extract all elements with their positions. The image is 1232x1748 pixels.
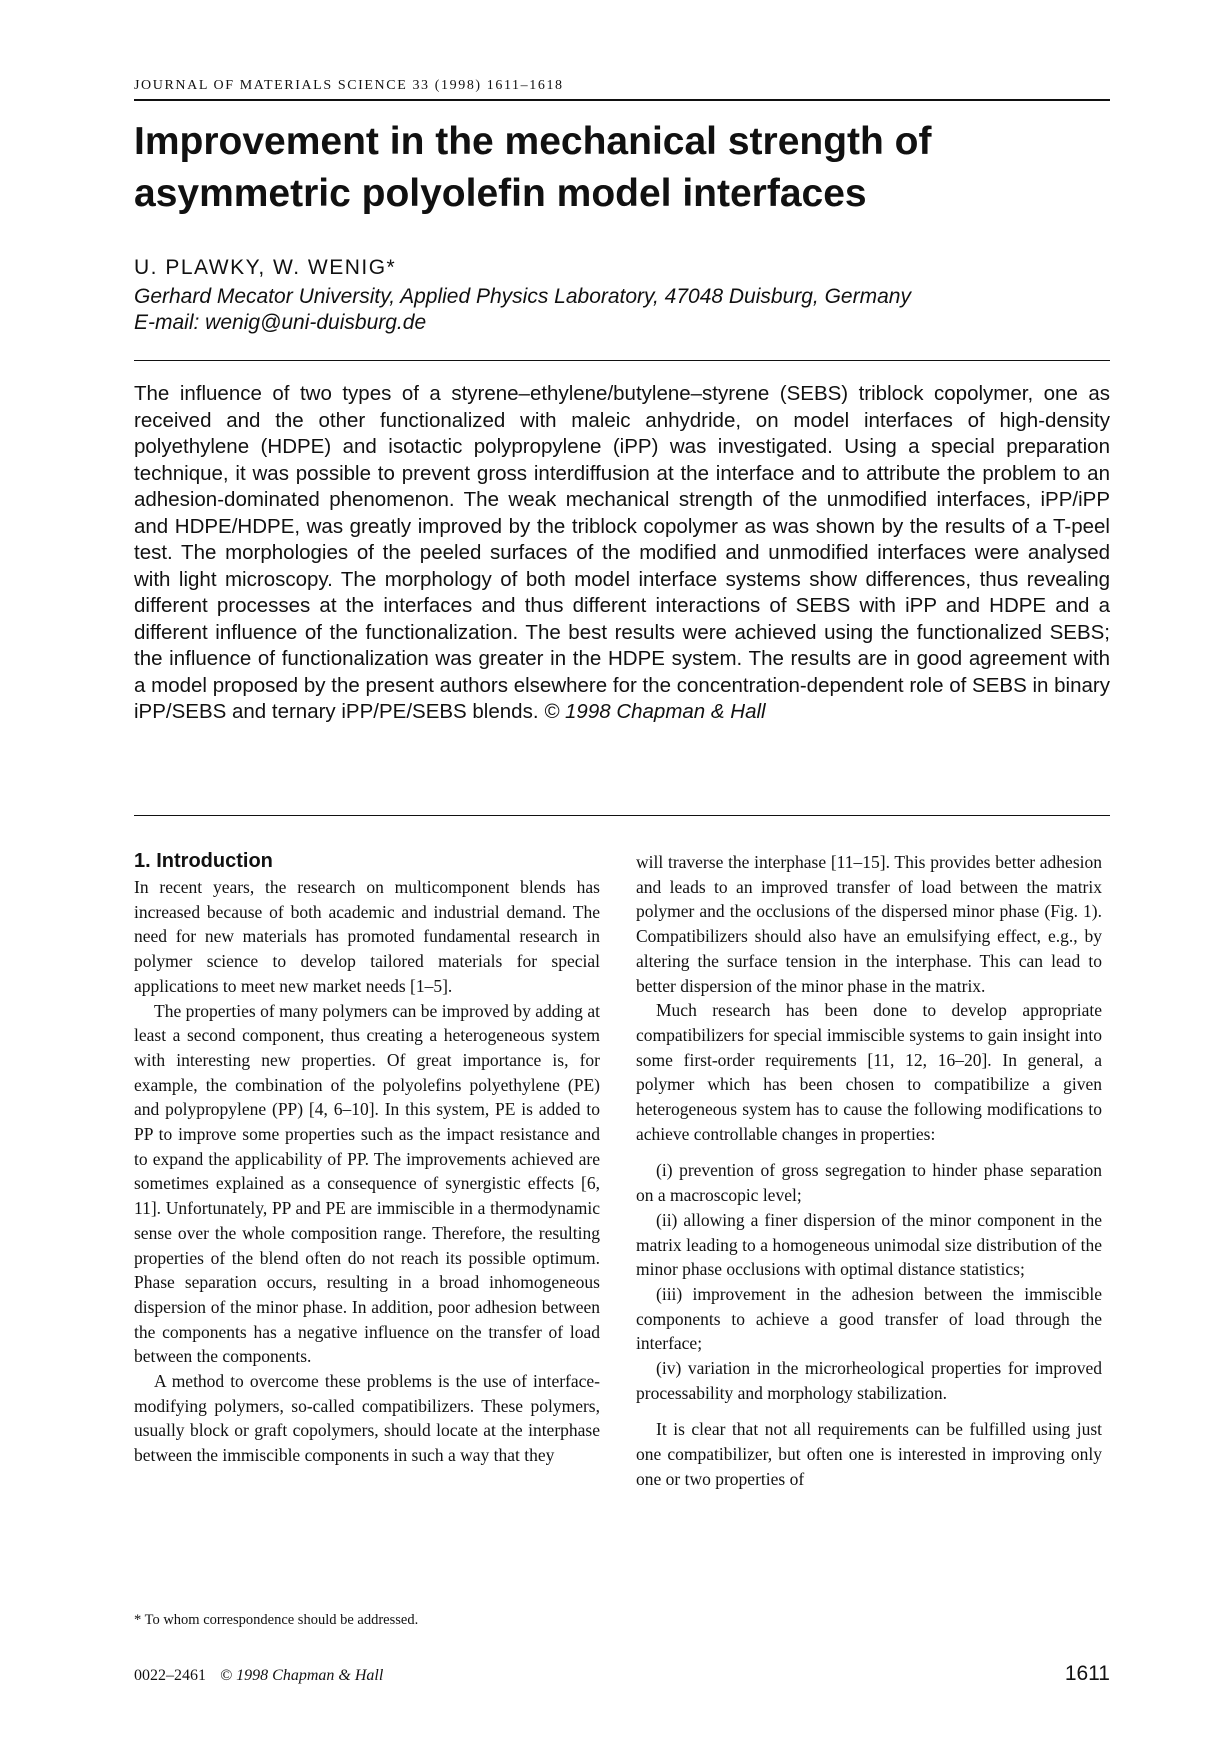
section-heading: 1. Introduction — [134, 850, 273, 872]
footer-issn — [134, 1667, 383, 1685]
body-paragraph: It is clear that not all requirements can be fulfilled using just one compatibilizer, but often one is interested in improving only one or two properties of — [636, 1419, 1102, 1489]
page-number: 1611 — [1064, 1662, 1110, 1685]
running-header: JOURNAL OF MATERIALS SCIENCE 33 (1998) 1611–1618 — [134, 78, 1110, 101]
list-item: (ii) allowing a finer dispersion of the minor component in the matrix leading to a homogeneous unimodal size distribution of the minor phase occlusions with optimal distance statistics; — [636, 1209, 1102, 1280]
right-column — [636, 850, 1102, 1492]
footnote: * To whom correspondence should be addressed. — [134, 1612, 419, 1628]
body-paragraph: In recent years, the research on multicomponent blends has increased because of both academic and industrial demand. The need for new materials has promoted fundamental research in polymer science to develop tailored materials for special applications to meet new market needs [1–5]. — [134, 877, 600, 996]
body-paragraph: A method to overcome these problems is the use of interface-modifying polymers, so-called compatibilizers. These polymers, usually block or graft copolymers, should locate at the interphase between the immiscible components in such a way that they — [134, 1371, 600, 1466]
divider-rule — [134, 815, 1110, 816]
abstract-text: The influence of two types of a styrene–ethylene/butylene–styrene (SEBS) triblock copolymer, one as received and the other functionalized with maleic anhydride, on model interfaces of high-density polyethylene (HDPE) and isotactic polypropylene (iPP) was investigated. Using a special preparation technique, it was possible to prevent gross interdiffusion at the interface and to attribute the problem to an adhesion-dominated phenomenon. The weak mechanical strength of the unmodified interfaces, iPP/iPP and HDPE/HDPE, was greatly improved by the triblock copolymer as was shown by the results of a T-peel test. The morphologies of the peeled surfaces of the modified and unmodified interfaces were analysed with light microscopy. The morphology of both model interface systems show differences, thus revealing different processes at the interfaces and thus different interactions of SEBS with iPP and HDPE and a different influence of the functionalization. The best results were achieved using the functionalized SEBS; the influence of functionalization was greater in the HDPE system. The results are in good agreement with a model proposed by the present authors elsewhere for the concentration-dependent role of SEBS in binary iPP/SEBS and ternary iPP/PE/SEBS blends. — [134, 382, 1110, 723]
body-paragraph: The properties of many polymers can be improved by adding at least a second component, thus creating a heterogeneous system with interesting new properties. Of great importance is, for example, the combination of the polyolefins polyethylene (PE) and polypropylene (PP) [4, 6–10]. In this system, PE is added to PP to improve some properties such as the impact resistance and to expand the applicability of PP. The improvements achieved are sometimes explained as a consequence of synergistic effects [6, 11]. Unfortunately, PP and PE are immiscible in a thermodynamic sense over the whole composition range. Therefore, the resulting properties of the blend often do not reach its possible optimum. Phase separation occurs, resulting in a broad inhomogeneous dispersion of the minor phase. In addition, poor adhesion between the components has a negative influence on the transfer of load between the components. — [134, 1000, 600, 1367]
list-item: (iii) improvement in the adhesion between the immiscible components to achieve a good transfer of load through the interface; — [636, 1283, 1102, 1354]
list-item: (i) prevention of gross segregation to hinder phase separation on a macroscopic level; — [636, 1160, 1102, 1206]
title-line-2: asymmetric polyolefin model interfaces — [134, 172, 867, 215]
divider-rule — [134, 360, 1110, 361]
author-list: U. PLAWKY, W. WENIG* — [134, 256, 397, 279]
affiliation: Gerhard Mecator University, Applied Physics Laboratory, 47048 Duisburg, Germany — [134, 285, 911, 308]
title-line-1: Improvement in the mechanical strength of — [134, 120, 932, 163]
requirements-list — [636, 1158, 1102, 1405]
abstract — [134, 381, 1110, 726]
footer-publisher: © 1998 Chapman & Hall — [220, 1667, 384, 1684]
list-item: (iv) variation in the microrheological properties for improved processability and morphology stabilization. — [636, 1358, 1102, 1403]
left-column — [134, 848, 600, 1468]
email: E-mail: wenig@uni-duisburg.de — [134, 311, 427, 334]
footer-code: 0022–2461 — [134, 1667, 206, 1684]
body-paragraph: will traverse the interphase [11–15]. This provides better adhesion and leads to an improved transfer of load between the matrix polymer and the occlusions of the dispersed minor phase (Fig. 1). Compatibilizers should also have an emulsifying effect, e.g., by altering the surface tension in the interphase. This can lead to better dispersion of the minor phase in the matrix. — [636, 852, 1102, 996]
body-paragraph: Much research has been done to develop appropriate compatibilizers for special immiscible systems to gain insight into some first-order requirements [11, 12, 16–20]. In general, a polymer which has been chosen to compatibilize a given heterogeneous system has to cause the following modifications to achieve controllable changes in properties: — [636, 1000, 1102, 1144]
article-title — [134, 116, 1094, 220]
abstract-copyright: © 1998 Chapman & Hall — [544, 700, 766, 723]
affiliation-block — [134, 284, 1114, 336]
